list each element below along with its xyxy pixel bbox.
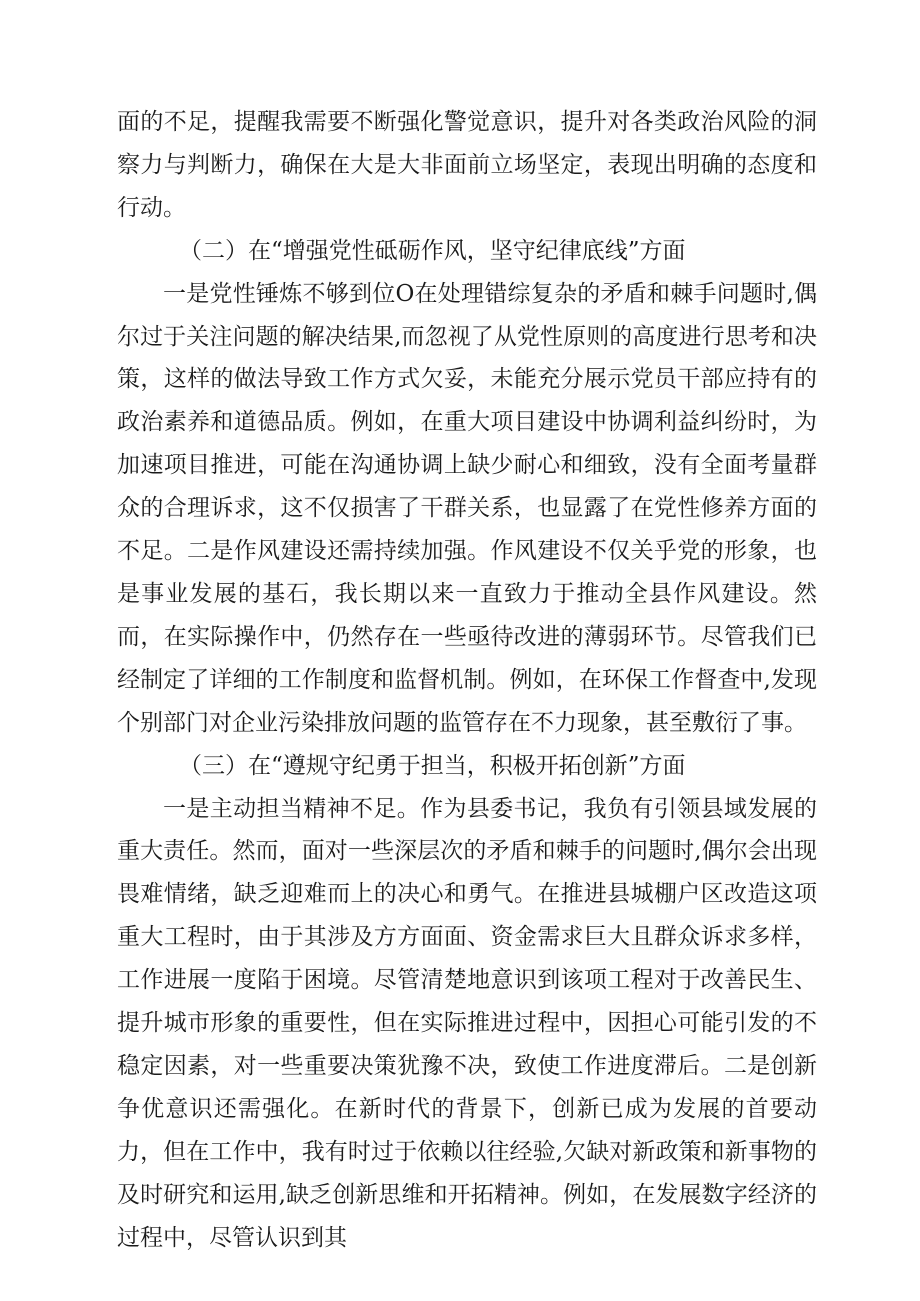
section-heading-three: （三）在“遵规守纪勇于担当，积极开拓创新”方面 xyxy=(179,752,686,779)
paragraph-continuation: 面的不足，提醒我需要不断强化警觉意识，提升对各类政治风险的洞察力与判断力，确保在大是大非面前立场坚定，表现出明确的态度和行动。 xyxy=(117,109,817,221)
paragraph-responsibility: 一是主动担当精神不足。作为县委书记，我负有引领县域发展的重大责任。然而，面对一些深层次的矛盾和棘手的问题时,偶尔会出现畏难情绪，缺乏迎难而上的决心和勇气。在推进县城棚户区改造这项重大工程时，由于其涉及方方面面、资金需求巨大且群众诉求多样，工作进展一度陷于困境。尽管清楚地意识到该项工程对于改善民生、提升城市形象的重要性，但在实际推进过程中，因担心可能引发的不稳定因素，对一些重要决策犹豫不决，致使工作进度滞后。二是创新争优意识还需强化。在新时代的背景下，创新已成为发展的首要动力，但在工作中，我有时过于依赖以往经验,欠缺对新政策和新事物的及时研究和运用,缺乏创新思维和开拓精神。例如，在发展数字经济的过程中，尽管认识到其 xyxy=(117,795,817,1251)
document-body xyxy=(117,101,817,1259)
paragraph-party-spirit: 一是党性锤炼不够到位O在处理错综复杂的矛盾和棘手问题时,偶尔过于关注问题的解决结果,而忽视了从党性原则的高度进行思考和决策，这样的做法导致工作方式欠妥，未能充分展示党员干部应持有的政治素养和道德品质。例如，在重大项目建设中协调利益纠纷时，为加速项目推进，可能在沟通协调上缺少耐心和细致，没有全面考量群众的合理诉求，这不仅损害了干群关系，也显露了在党性修养方面的不足。二是作风建设还需持续加强。作风建设不仅关乎党的形象，也是事业发展的基石，我长期以来一直致力于推动全县作风建设。然而，在实际操作中，仍然存在一些亟待改进的薄弱环节。尽管我们已经制定了详细的工作制度和监督机制。例如，在环保工作督查中,发现个别部门对企业污染排放问题的监管存在不力现象，甚至敷衍了事。 xyxy=(117,280,817,736)
section-heading-two: （二）在“增强党性砥砺作风，坚守纪律底线”方面 xyxy=(179,237,686,264)
